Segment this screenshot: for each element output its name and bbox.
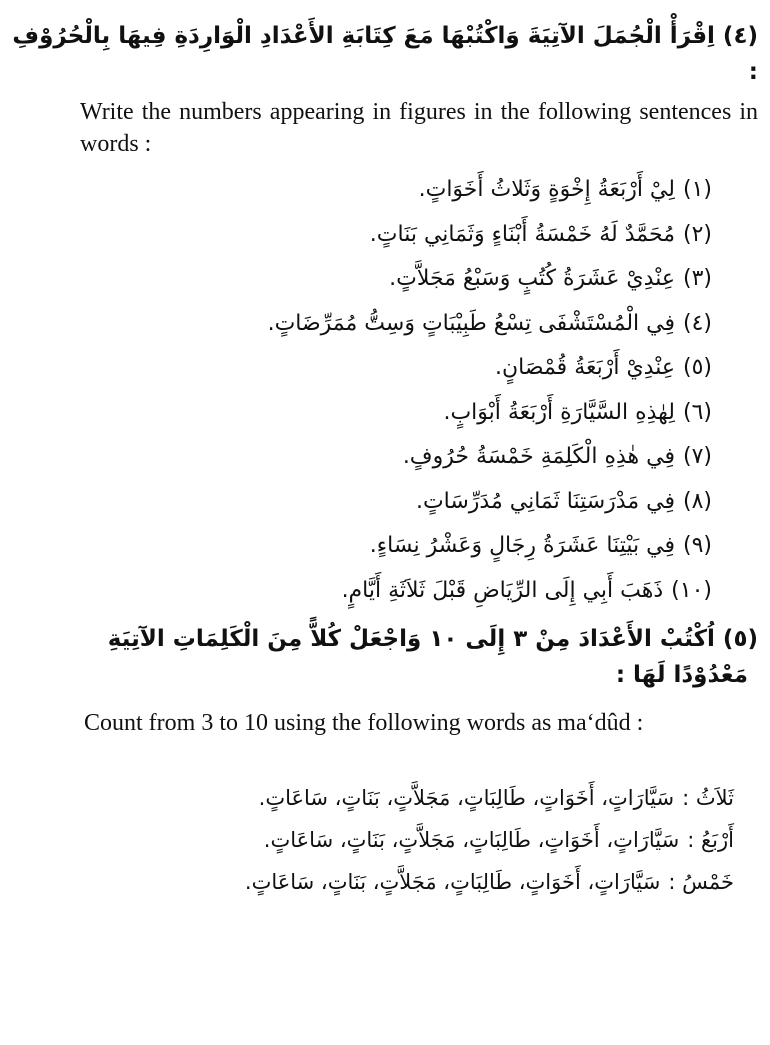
sentence-item (12, 257, 712, 302)
exercise-4-heading: (٤) اِقْرَأْ الْجُمَلَ الآتِيَةَ وَاكْتُبْهَا مَعَ كِتَابَةِ الأَعْدَادِ الْوَارِدَةِ فِيهَا بِالْحُرُوْفِ : (12, 23, 758, 85)
sentence-number: (١٠) (671, 577, 712, 603)
sentence-number: (١) (682, 177, 712, 202)
counted-words: سَيَّارَاتٍ، أَخَوَاتٍ، طَالِبَاتٍ، مَجَلاَّتٍ، بَنَاتٍ، سَاعَاتٍ. (258, 786, 675, 810)
sentence-item (12, 480, 712, 525)
sentence-item (12, 435, 712, 480)
exercise-5-instruction: Count from 3 to 10 using the following words as ma‘dûd : (84, 710, 644, 736)
number-word: أَرْبَعُ : (687, 828, 734, 852)
number-word: ثَلاَثُ : (682, 786, 734, 810)
sentence-text: عِنْدِيْ عَشَرَةُ كُتُبٍ وَسَبْعُ مَجَلاَّتٍ. (389, 266, 675, 291)
count-line (12, 819, 734, 861)
sentence-text: لِهٰذِهِ السَّيَّارَةِ أَرْبَعَةُ أَبْوَابٍ. (443, 399, 675, 425)
sentence-number: (٦) (682, 399, 712, 425)
sentence-item (12, 168, 712, 213)
sentence-number: (٣) (682, 266, 712, 291)
sentence-text: مُحَمَّدٌ لَهُ خَمْسَةُ أَبْنَاءٍ وَثَمَانِي بَنَاتٍ. (369, 221, 675, 247)
sentence-text: فِي الْمُسْتَشْفَى تِسْعُ طَبِيْبَاتٍ وَسِتُّ مُمَرِّضَاتٍ. (267, 310, 675, 336)
counted-words: سَيَّارَاتٍ، أَخَوَاتٍ، طَالِبَاتٍ، مَجَلاَّتٍ، بَنَاتٍ، سَاعَاتٍ. (244, 870, 661, 894)
sentence-text: فِي بَيْتِنَا عَشَرَةُ رِجَالٍ وَعَشْرُ نِسَاءٍ. (369, 533, 675, 558)
sentence-number: (٧) (682, 444, 712, 469)
sentence-item (12, 391, 712, 436)
sentence-text: عِنْدِيْ أَرْبَعَةُ قُمْصَانٍ. (495, 355, 675, 380)
sentence-item (12, 213, 712, 258)
sentence-item (12, 346, 712, 391)
sentence-item (12, 569, 712, 614)
sentence-number: (٨) (682, 488, 712, 514)
sentence-text: فِي هٰذِهِ الْكَلِمَةِ خَمْسَةُ حُرُوفٍ. (402, 444, 675, 469)
sentence-number: (٩) (682, 533, 712, 558)
exercise-5-heading-continuation: مَعْدُوْدًا لَهَا : (615, 662, 748, 688)
sentence-text: لِيْ أَرْبَعَةُ إِخْوَةٍ وَثَلاثُ أَخَوَاتٍ. (418, 177, 675, 202)
exercise-5-word-list (12, 777, 758, 903)
sentence-number: (٥) (682, 355, 712, 380)
exercise-4-sentence-list (12, 168, 758, 613)
count-line (12, 777, 734, 819)
exercise-5-heading: (٥) اُكْتُبْ الأَعْدَادَ مِنْ ٣ إِلَى ١٠ وَاجْعَلْ كُلاًّ مِنَ الْكَلِمَاتِ الآتِيَةِ (107, 626, 758, 652)
exercise-4-instruction: Write the numbers appearing in figures in the following sentences in words : (80, 99, 758, 157)
sentence-number: (٢) (682, 221, 712, 247)
number-word: خَمْسُ : (668, 870, 734, 894)
counted-words: سَيَّارَاتٍ، أَخَوَاتٍ، طَالِبَاتٍ، مَجَلاَّتٍ، بَنَاتٍ، سَاعَاتٍ. (263, 828, 680, 852)
sentence-item (12, 524, 712, 569)
count-line (12, 861, 734, 903)
sentence-number: (٤) (682, 310, 712, 336)
sentence-text: ذَهَبَ أَبِي إِلَى الرِّيَاضِ قَبْلَ ثَلاَثَةِ أَيَّامٍ. (341, 577, 664, 603)
sentence-text: فِي مَدْرَسَتِنَا ثَمَانِي مُدَرِّسَاتٍ. (415, 488, 675, 514)
sentence-item (12, 302, 712, 347)
